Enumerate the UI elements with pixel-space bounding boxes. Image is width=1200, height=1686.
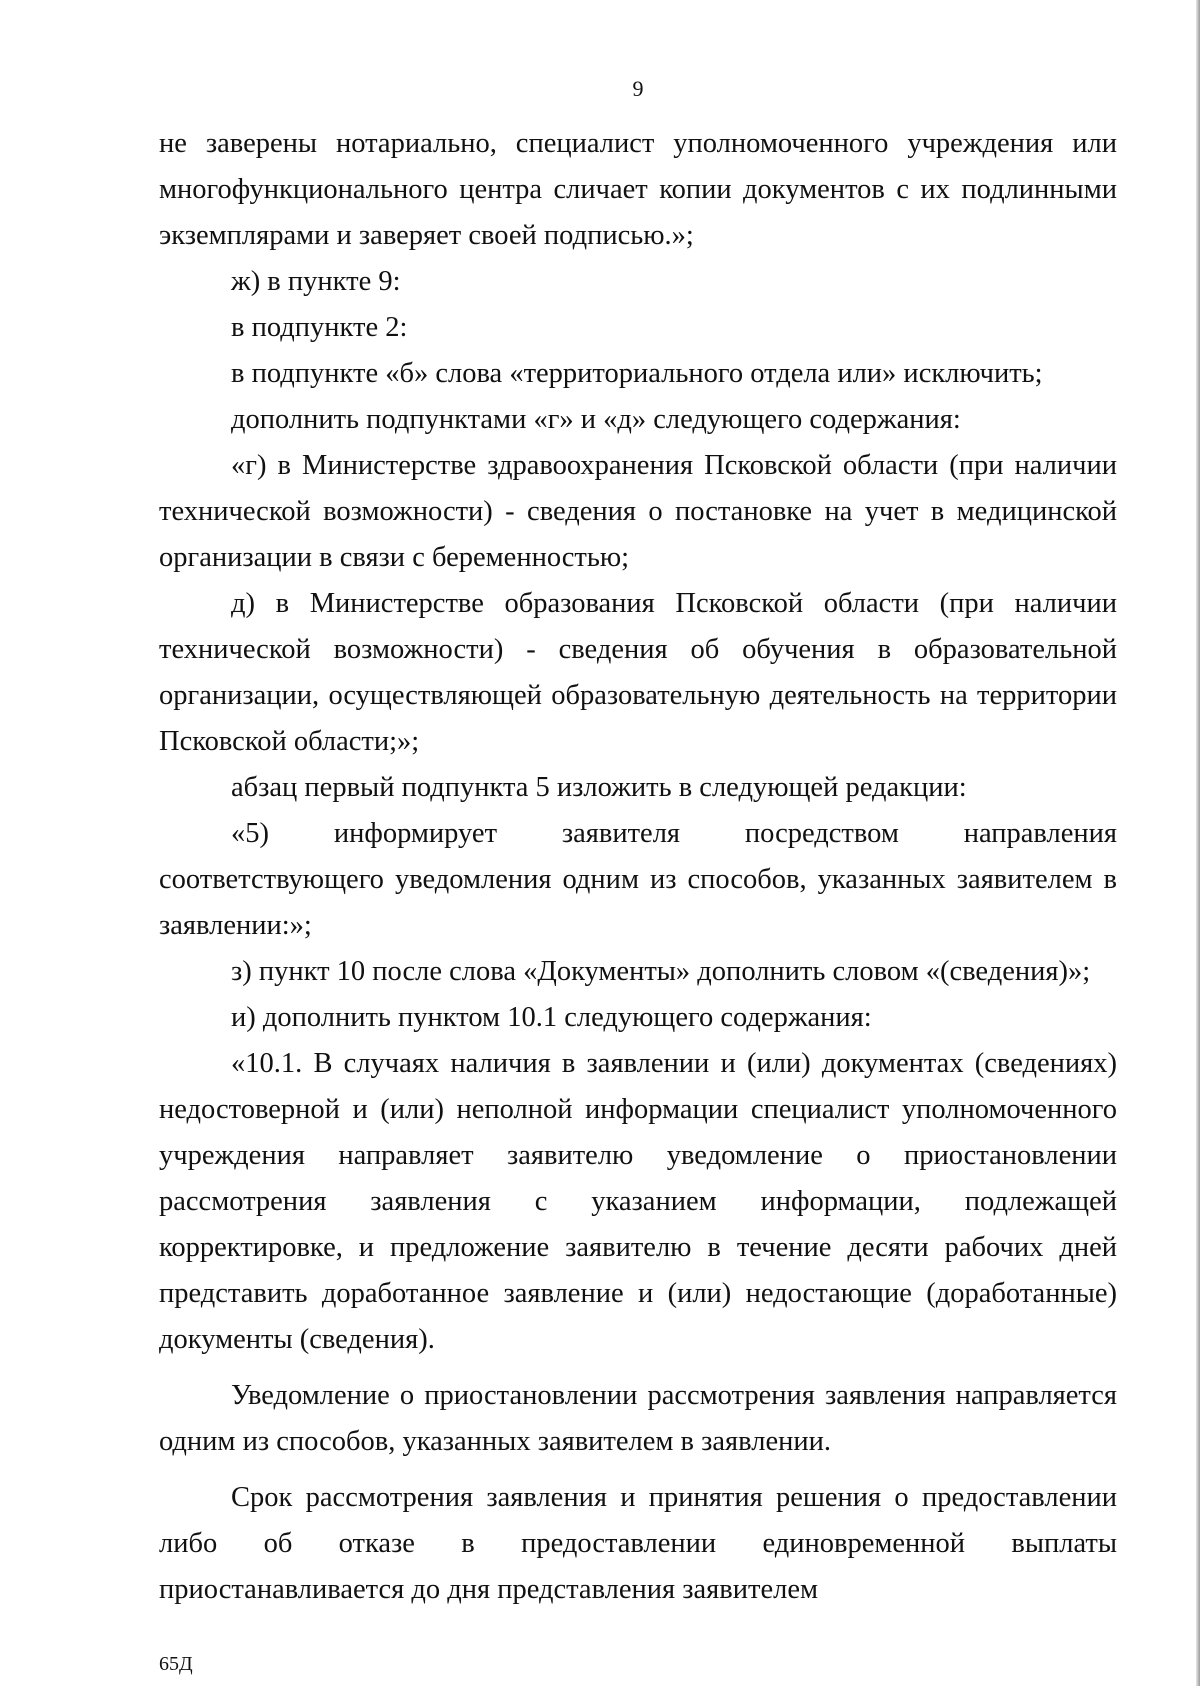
paragraph-item-i: и) дополнить пунктом 10.1 следующего содержания: xyxy=(231,1002,872,1033)
paragraph-subitem-5-text: «5) информирует заявителя посредством направления соответствующего уведомления одним из способов, указанных заявителем в заявлении:»; xyxy=(159,818,1117,941)
paragraph-subitem-b: в подпункте «б» слова «территориального отдела или» исключить; xyxy=(231,358,1043,389)
paragraph-item-z: з) пункт 10 после слова «Документы» дополнить словом «(сведения)»; xyxy=(231,956,1091,987)
page-number: 9 xyxy=(632,76,644,101)
paragraph-notification: Уведомление о приостановлении рассмотрения заявления направляется одним из способов, указанных заявителем в заявлении. xyxy=(159,1380,1117,1457)
paragraph-term: Срок рассмотрения заявления и принятия решения о предоставлении либо об отказе в предоставлении единовременной выплаты приостанавливается до дня представления заявителем xyxy=(159,1482,1117,1605)
document-body xyxy=(159,121,1117,1613)
paragraph-continuation: не заверены нотариально, специалист уполномоченного учреждения или многофункционального центра сличает копии документов с их подлинными экземплярами и заверяет своей подписью.»; xyxy=(159,128,1117,251)
paragraph-subitem-2: в подпункте 2: xyxy=(231,312,408,343)
paragraph-subitem-5-intro: абзац первый подпункта 5 изложить в следующей редакции: xyxy=(231,772,967,803)
footer-code: 65Д xyxy=(159,1653,193,1675)
paragraph-subitem-g: «г) в Министерстве здравоохранения Псковской области (при наличии технической возможности) - сведения о постановке на учет в медицинской организации в связи с беременностью; xyxy=(159,450,1117,573)
paragraph-add-subitems: дополнить подпунктами «г» и «д» следующего содержания: xyxy=(231,404,961,435)
paragraph-subitem-d: д) в Министерстве образования Псковской области (при наличии технической возможности) - сведения об обучения в образовательной организации, осуществляющей образовательную деятельность на территории Псковской области;»; xyxy=(159,588,1117,757)
scan-edge xyxy=(1196,0,1200,1686)
paragraph-item-zh: ж) в пункте 9: xyxy=(231,266,401,297)
paragraph-point-10-1: «10.1. В случаях наличия в заявлении и (или) документах (сведениях) недостоверной и (или) неполной информации специалист уполномоченного учреждения направляет заявителю уведомление о приостановлении рассмотрения заявления с указанием информации, подлежащей корректировке, и предложение заявителю в течение десяти рабочих дней представить доработанное заявление и (или) недостающие (доработанные) документы (сведения). xyxy=(159,1048,1117,1355)
